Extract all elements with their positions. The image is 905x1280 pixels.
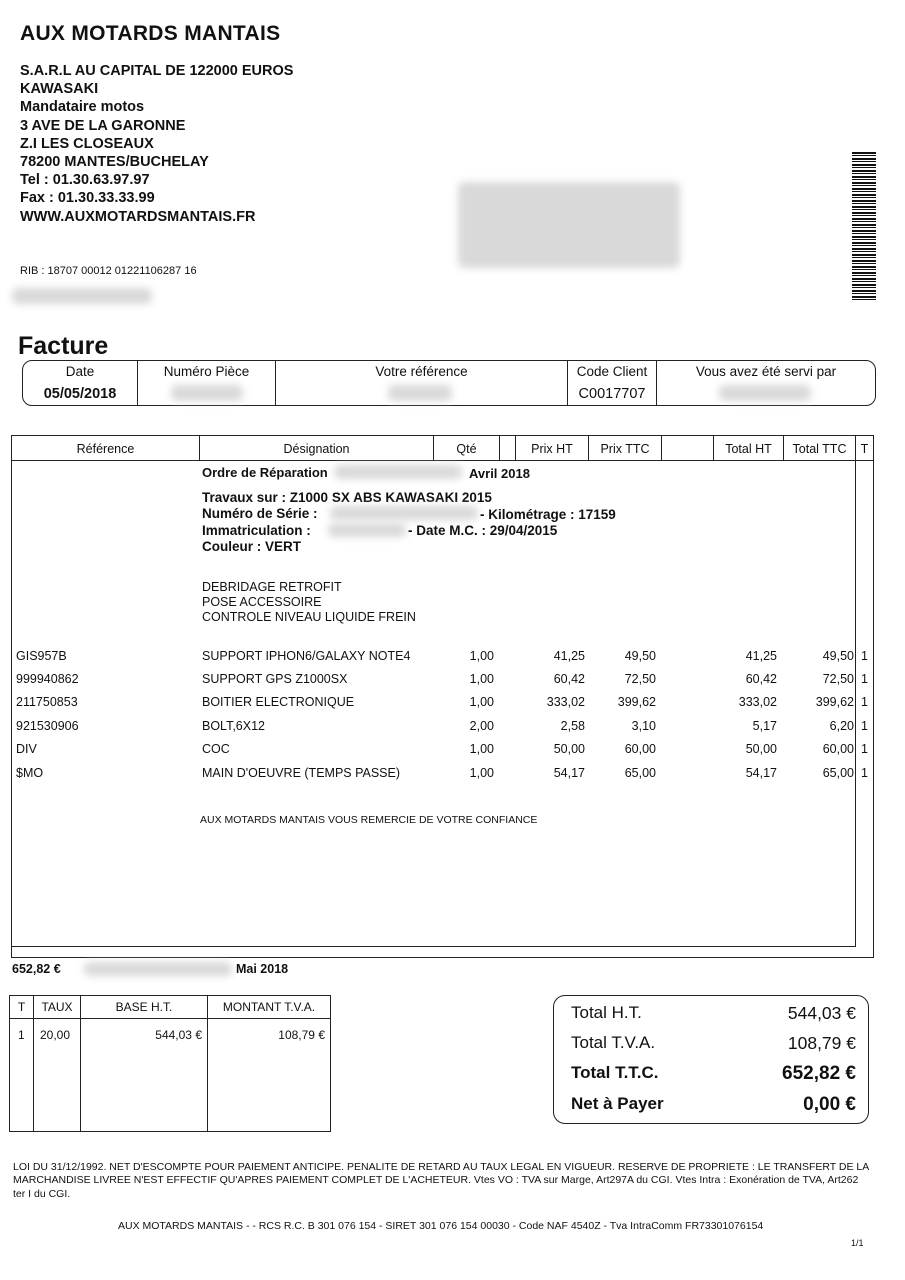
- cell-qte: 1,00: [469, 649, 494, 663]
- header-t: T: [860, 442, 869, 456]
- info-date: [23, 361, 138, 405]
- cell-designation: MAIN D'OEUVRE (TEMPS PASSE): [202, 766, 401, 780]
- cell-designation: COC: [202, 742, 230, 756]
- cell-total-ttc: 399,62: [815, 695, 854, 709]
- company-line: Fax : 01.30.33.33.99: [20, 190, 155, 207]
- cell-qte: 1,00: [469, 695, 494, 709]
- total-ttc-label: Total T.T.C.: [571, 1063, 659, 1082]
- cell-qte: 2,00: [469, 719, 494, 733]
- cell-ref: GIS957B: [16, 649, 67, 663]
- header-reference: Référence: [12, 436, 200, 460]
- thanks-message: AUX MOTARDS MANTAIS VOUS REMERCIE DE VOTRE CONFIANCE: [200, 814, 538, 826]
- cell-total-ttc: 72,50: [822, 672, 854, 686]
- cell-t: 1: [861, 766, 868, 780]
- cell-prix-ttc: 72,50: [624, 672, 656, 686]
- cell-prix-ht: 60,42: [553, 672, 585, 686]
- header-spacer: [662, 436, 714, 460]
- company-line: Tel : 01.30.63.97.97: [20, 172, 150, 189]
- travaux: Travaux sur : Z1000 SX ABS KAWASAKI 2015: [202, 490, 492, 505]
- invoice-info-box: [22, 360, 876, 406]
- cell-prix-ttc: 49,50: [624, 649, 656, 663]
- redacted-servi: [719, 385, 811, 401]
- header-qte: Qté: [434, 436, 500, 460]
- header-spacer: [500, 436, 516, 460]
- net-a-payer-label: Net à Payer: [571, 1094, 664, 1113]
- date-label: Date: [65, 364, 95, 379]
- table-row: [12, 742, 873, 758]
- tva-cell-montant: 108,79 €: [278, 1028, 325, 1042]
- tva-col-taux: [34, 996, 81, 1131]
- ordre-label: Ordre de Réparation: [202, 465, 328, 480]
- company-line: WWW.AUXMOTARDSMANTAIS.FR: [20, 208, 256, 225]
- cell-designation: BOLT,6X12: [202, 719, 266, 733]
- cell-prix-ht: 50,00: [553, 742, 585, 756]
- cell-designation: SUPPORT IPHON6/GALAXY NOTE4: [202, 649, 411, 663]
- company-footer: AUX MOTARDS MANTAIS - - RCS R.C. B 301 076 154 - SIRET 301 076 154 00030 - Code NAF 4540Z - Tva IntraComm FR73301076154: [118, 1220, 764, 1232]
- echeance-amount: 652,82 €: [12, 962, 61, 976]
- cell-total-ttc: 49,50: [822, 649, 854, 663]
- table-row: [12, 719, 873, 735]
- tva-col-t: [10, 996, 34, 1131]
- total-ht-label: Total H.T.: [571, 1003, 642, 1022]
- cell-qte: 1,00: [469, 766, 494, 780]
- task-line: CONTROLE NIVEAU LIQUIDE FREIN: [202, 610, 416, 624]
- net-a-payer-value: 0,00 €: [803, 1094, 856, 1115]
- cell-t: 1: [861, 719, 868, 733]
- header-divider: [12, 460, 873, 461]
- tva-header-t: T: [17, 1000, 26, 1014]
- barcode: [852, 152, 876, 300]
- tva-header-taux: TAUX: [41, 1000, 73, 1014]
- table-inner-bottom: [12, 946, 856, 947]
- couleur: Couleur : VERT: [202, 539, 302, 554]
- company-line: S.A.R.L AU CAPITAL DE 122000 EUROS: [20, 63, 294, 79]
- client-value: C0017707: [578, 386, 646, 402]
- document-title: Facture: [18, 332, 109, 360]
- cell-qte: 1,00: [469, 672, 494, 686]
- rib: RIB : 18707 00012 01221106287 16: [20, 265, 197, 277]
- header-designation: Désignation: [200, 436, 434, 460]
- table-row: [12, 649, 873, 665]
- cell-t: 1: [861, 672, 868, 686]
- table-row: [12, 766, 873, 782]
- total-ht-value: 544,03 €: [787, 1003, 856, 1023]
- company-line: 78200 MANTES/BUCHELAY: [20, 154, 209, 171]
- cell-ref: 921530906: [16, 719, 79, 733]
- cell-prix-ht: 54,17: [553, 766, 585, 780]
- totals-box: [553, 995, 869, 1124]
- info-reference: [276, 361, 568, 405]
- info-client: [568, 361, 657, 405]
- cell-designation: SUPPORT GPS Z1000SX: [202, 672, 348, 686]
- servi-label: Vous avez été servi par: [695, 364, 837, 379]
- cell-prix-ttc: 60,00: [624, 742, 656, 756]
- redacted-customer-address: [458, 182, 680, 268]
- company-line: KAWASAKI: [20, 81, 99, 98]
- cell-total-ttc: 65,00: [822, 766, 854, 780]
- cell-t: 1: [861, 649, 868, 663]
- cell-t: 1: [861, 742, 868, 756]
- cell-prix-ht: 333,02: [546, 695, 585, 709]
- piece-label: Numéro Pièce: [163, 364, 250, 379]
- cell-prix-ht: 2,58: [560, 719, 585, 733]
- redacted-line: [12, 288, 152, 304]
- table-row: [12, 695, 873, 711]
- cell-qte: 1,00: [469, 742, 494, 756]
- info-piece: [138, 361, 276, 405]
- redacted-immat: [328, 523, 406, 537]
- redacted-reference: [388, 385, 452, 401]
- header-total-ht: Total HT: [714, 436, 784, 460]
- cell-ref: DIV: [16, 742, 37, 756]
- tva-header-divider: [10, 1018, 330, 1019]
- redacted-ordre: [334, 465, 462, 479]
- total-tva-value: 108,79 €: [787, 1033, 856, 1053]
- cell-total-ht: 50,00: [745, 742, 777, 756]
- company-name: AUX MOTARDS MANTAIS: [20, 22, 281, 45]
- legal-notice: LOI DU 31/12/1992. NET D'ESCOMPTE POUR PAIEMENT ANTICIPE. PENALITE DE RETARD AU TAUX LEGAL EN VIGUEUR. RESERVE DE PROPRIETE : LE TRANSFERT DE LA MARCHANDISE LIVREE N'EST EFFECTIF QU'APRES PAIEMENT COMPLET DE L'ACHETEUR. Vtes VO : TVA sur Marge, Art297A du CGI. Vtes Intra : Exonération de TVA, Art262 ter I du CGI.: [13, 1161, 869, 1200]
- cell-total-ht: 54,17: [745, 766, 777, 780]
- tva-header-base: BASE H.T.: [115, 1000, 173, 1014]
- total-tva-label: Total T.V.A.: [571, 1033, 656, 1052]
- cell-total-ht: 41,25: [745, 649, 777, 663]
- cell-t: 1: [861, 695, 868, 709]
- client-label: Code Client: [576, 364, 648, 379]
- company-line: 3 AVE DE LA GARONNE: [20, 117, 186, 134]
- cell-total-ht: 333,02: [738, 695, 777, 709]
- page-number: 1/1: [851, 1238, 864, 1248]
- info-servi: [657, 361, 875, 405]
- cell-prix-ttc: 3,10: [631, 719, 656, 733]
- cell-ref: 999940862: [16, 672, 79, 686]
- cell-ref: $MO: [16, 766, 44, 780]
- redacted-piece: [171, 385, 243, 401]
- cell-prix-ttc: 399,62: [617, 695, 656, 709]
- cell-total-ttc: 6,20: [829, 719, 854, 733]
- cell-designation: BOITIER ELECTRONIQUE: [202, 695, 355, 709]
- company-line: Mandataire motos: [20, 99, 145, 116]
- total-ttc-value: 652,82 €: [782, 1063, 856, 1084]
- immat-label: Immatriculation :: [202, 523, 311, 538]
- redacted-serie: [330, 506, 478, 520]
- tva-header-montant: MONTANT T.V.A.: [222, 1000, 316, 1014]
- company-line: Z.I LES CLOSEAUX: [20, 135, 154, 152]
- header-prix-ht: Prix HT: [516, 436, 589, 460]
- tva-table: [9, 995, 331, 1132]
- cell-total-ht: 5,17: [752, 719, 777, 733]
- cell-prix-ht: 41,25: [553, 649, 585, 663]
- tva-cell-base: 544,03 €: [155, 1028, 202, 1042]
- company-details: [20, 62, 293, 226]
- redacted-echeance: [84, 962, 232, 976]
- serie-label: Numéro de Série :: [202, 506, 318, 521]
- task-line: POSE ACCESSOIRE: [202, 595, 322, 609]
- tva-cell-taux: 20,00: [40, 1028, 71, 1042]
- tva-cell-t: 1: [18, 1028, 25, 1042]
- tva-col-montant: [208, 996, 330, 1131]
- date-mc: - Date M.C. : 29/04/2015: [408, 523, 558, 538]
- ordre-month: Avril 2018: [469, 466, 530, 481]
- table-row: [12, 672, 873, 688]
- cell-prix-ttc: 65,00: [624, 766, 656, 780]
- task-line: DEBRIDAGE RETROFIT: [202, 580, 342, 594]
- cell-total-ttc: 60,00: [822, 742, 854, 756]
- kilometrage: - Kilométrage : 17159: [480, 507, 616, 522]
- date-value: 05/05/2018: [43, 386, 117, 402]
- tva-col-base: [81, 996, 208, 1131]
- header-prix-ttc: Prix TTC: [589, 436, 662, 460]
- cell-ref: 211750853: [16, 695, 78, 709]
- cell-total-ht: 60,42: [745, 672, 777, 686]
- header-total-ttc: Total TTC: [784, 436, 856, 460]
- reference-label: Votre référence: [375, 364, 468, 379]
- items-table: [11, 435, 874, 958]
- echeance-month: Mai 2018: [236, 962, 289, 976]
